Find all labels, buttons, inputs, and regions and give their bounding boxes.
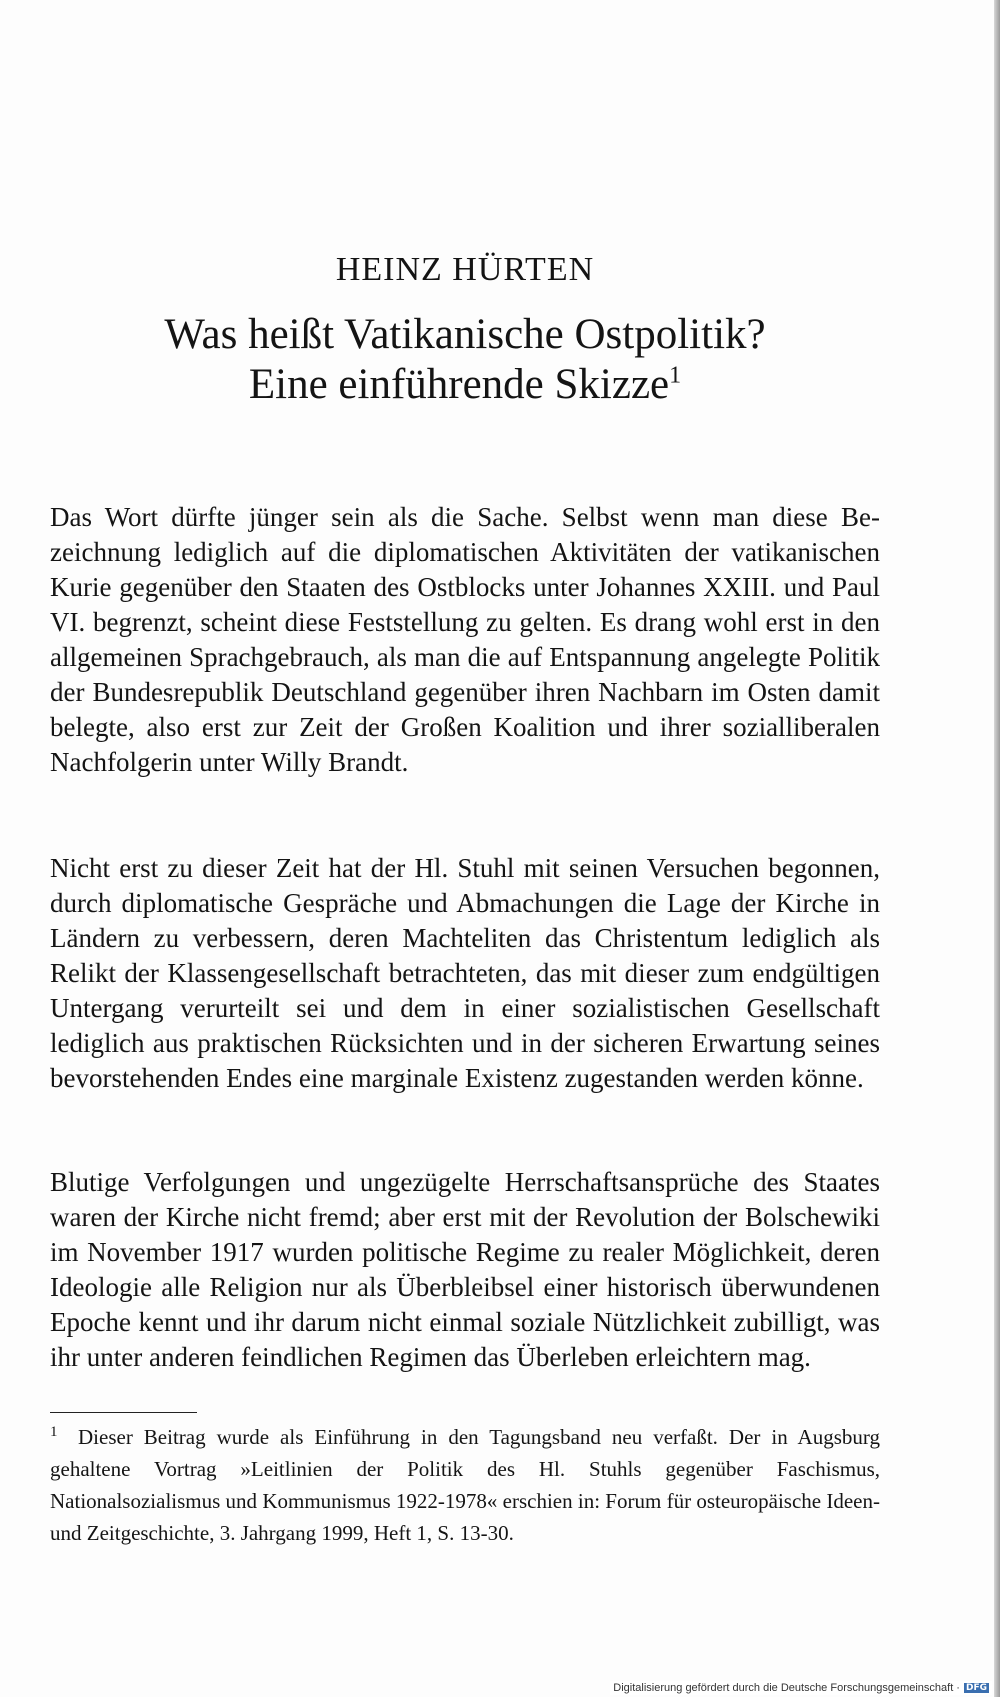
footnote [50, 1421, 880, 1549]
dfg-logo-icon: DFG [965, 1683, 987, 1693]
body-paragraph-3: Blutige Verfolgungen und ungezügelte Herrschaftsansprüche des Staates waren der Kirche nicht fremd; aber erst mit der Revolution der Bolschewiki im November 1917 wurden politische Regime zu realer Möglichkeit, deren Ideologie alle Religion nur als Überbleibsel einer historisch überwundenen Epoche kennt und ihr darum nicht einmal soziale Nützlichkeit zubilligt, was ihr unter anderen feindlichen Regimen das Überleben erleichtern mag. [50, 1167, 880, 1372]
credit-text: Digitalisierung gefördert durch die Deutsche Forschungsgemeinschaft · [613, 1682, 960, 1694]
footnote-text: Dieser Beitrag wurde als Einführung in den Tagungsband neu verfaßt. Der in Augsburg gehaltene Vortrag »Leitlinien der Politik des Hl. Stuhls gegenüber Faschismus, Nationalsozialismus und Kommunismus 1922-1978« erschien in: Forum für osteuropäische Ideen- und Zeitgeschichte, 3. Jahrgang 1999, Heft 1, S. 13-30. [50, 1425, 880, 1545]
author-name: HEINZ HÜRTEN [335, 251, 595, 288]
page-edge-shadow [994, 0, 1000, 1697]
footnote-divider [50, 1412, 197, 1413]
title-line-2 [0, 360, 930, 410]
body-paragraph-1: Das Wort dürfte jünger sein als die Sache. Selbst wenn man diese Bezeichnung lediglich auf die diplomatischen Aktivitäten der vatikanischen Kurie gegenüber den Staaten des Ostblocks unter Johannes XXIII. und Paul VI. begrenzt, scheint diese Feststellung zu gelten. Es drang wohl erst in den allgemeinen Sprachgebrauch, als man die auf Entspannung angelegte Politik der Bundesrepublik Deutschland gegenüber ihren Nachbarn im Osten damit belegte, also erst zur Zeit der Großen Koalition und ihrer sozialliberalen Nachfolgerin unter Willy Brandt. [50, 502, 880, 777]
article-title [0, 310, 930, 410]
title-line-1: Was heißt Vatikanische Ostpolitik? [164, 311, 766, 358]
title-line-2-text: Eine einführende Skizze [248, 361, 670, 408]
digitization-credit [610, 1681, 992, 1695]
footnote-number: 1 [50, 1424, 58, 1440]
title-footnote-marker[interactable]: 1 [669, 362, 682, 389]
body-paragraph-2: Nicht erst zu dieser Zeit hat der Hl. Stuhl mit seinen Versuchen begonnen, durch diplomatische Gespräche und Abmachungen die Lage der Kirche in Ländern zu verbessern, deren Machteliten das Christentum lediglich als Relikt der Klassengesellschaft betrachteten, das mit dieser zum endgültigen Untergang verurteilt sei und dem in einer sozialistischen Gesellschaft lediglich aus praktischen Rücksichten und in der sicheren Erwartung seines bevorstehenden Endes eine marginale Existenz zugestanden werden könne. [50, 853, 880, 1093]
